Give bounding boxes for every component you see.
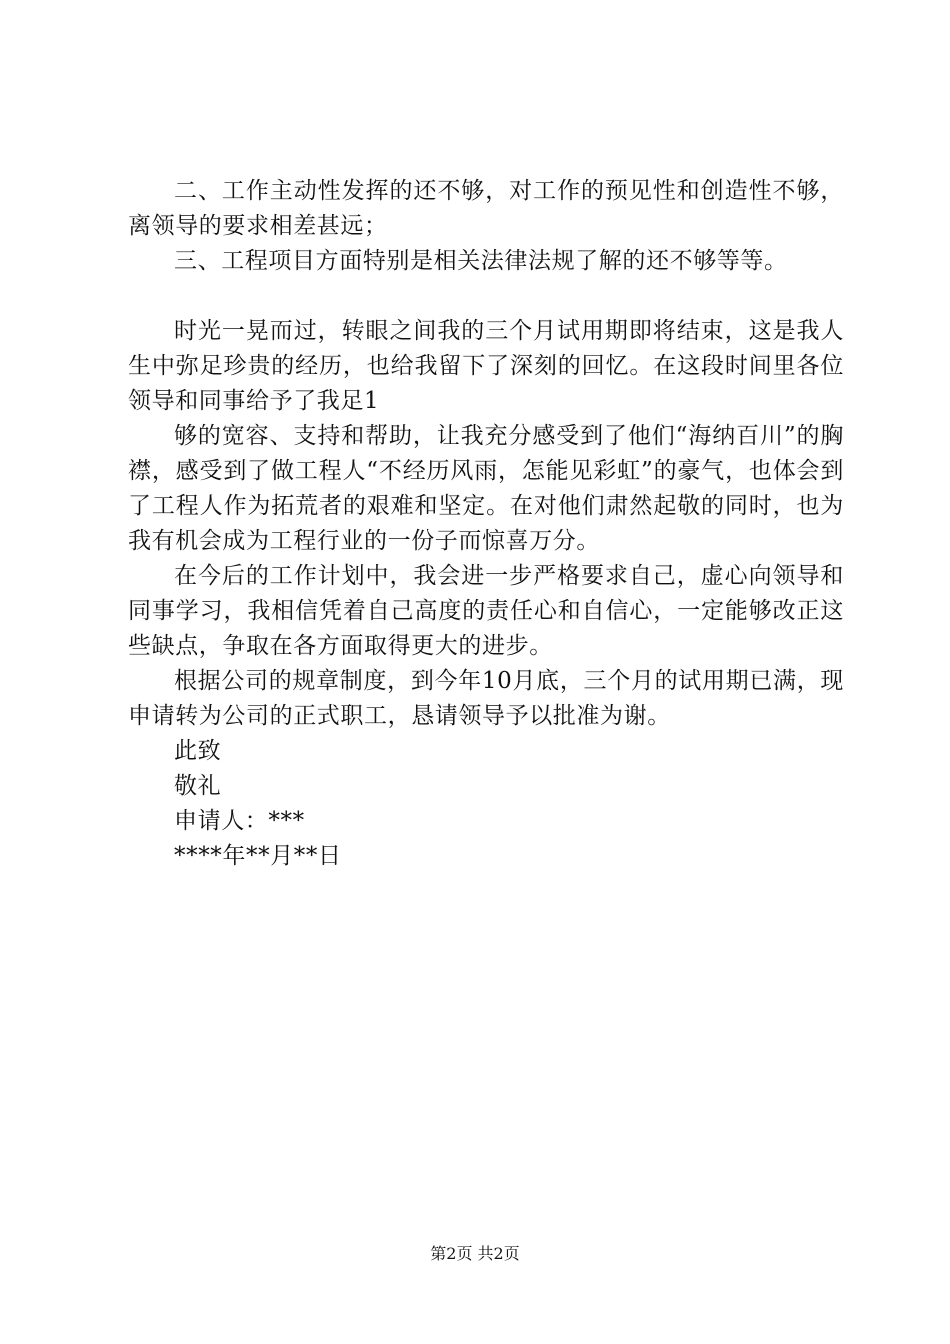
- paragraph-improvement-2: 二、工作主动性发挥的还不够，对工作的预见性和创造性不够，离领导的要求相差甚远；: [128, 178, 844, 239]
- document-body: [128, 174, 844, 874]
- paragraph-reflection: 时光一晃而过，转眼之间我的三个月试用期即将结束，这是我人生中弥足珍贵的经历，也给我留下了深刻的回忆。在这段时间里各位领导和同事给予了我足1: [128, 318, 844, 414]
- salutation-line: 敬礼: [174, 773, 222, 799]
- applicant-line: 申请人：***: [174, 808, 305, 834]
- date-line: ****年**月**日: [174, 843, 342, 869]
- page-number: 第2页 共2页: [430, 1244, 520, 1263]
- paragraph-gratitude: 够的宽容、支持和帮助，让我充分感受到了他们“海纳百川”的胸襟，感受到了做工程人“不经历风雨，怎能见彩虹”的豪气，也体会到了工程人作为拓荒者的艰难和坚定。在对他们肃然起敬的同时，也为我有机会成为工程行业的一份子而惊喜万分。: [128, 423, 844, 554]
- paragraph-future-plan: 在今后的工作计划中，我会进一步严格要求自己，虚心向领导和同事学习，我相信凭着自己高度的责任心和自信心，一定能够改正这些缺点，争取在各方面取得更大的进步。: [128, 563, 844, 659]
- paragraph-improvement-3: 三、工程项目方面特别是相关法律法规了解的还不够等等。: [174, 248, 788, 274]
- paragraph-request: 根据公司的规章制度，到今年10月底，三个月的试用期已满，现申请转为公司的正式职工，恳请领导予以批准为谢。: [128, 668, 844, 729]
- page-footer: [0, 1243, 950, 1265]
- closing-line: 此致: [174, 738, 222, 764]
